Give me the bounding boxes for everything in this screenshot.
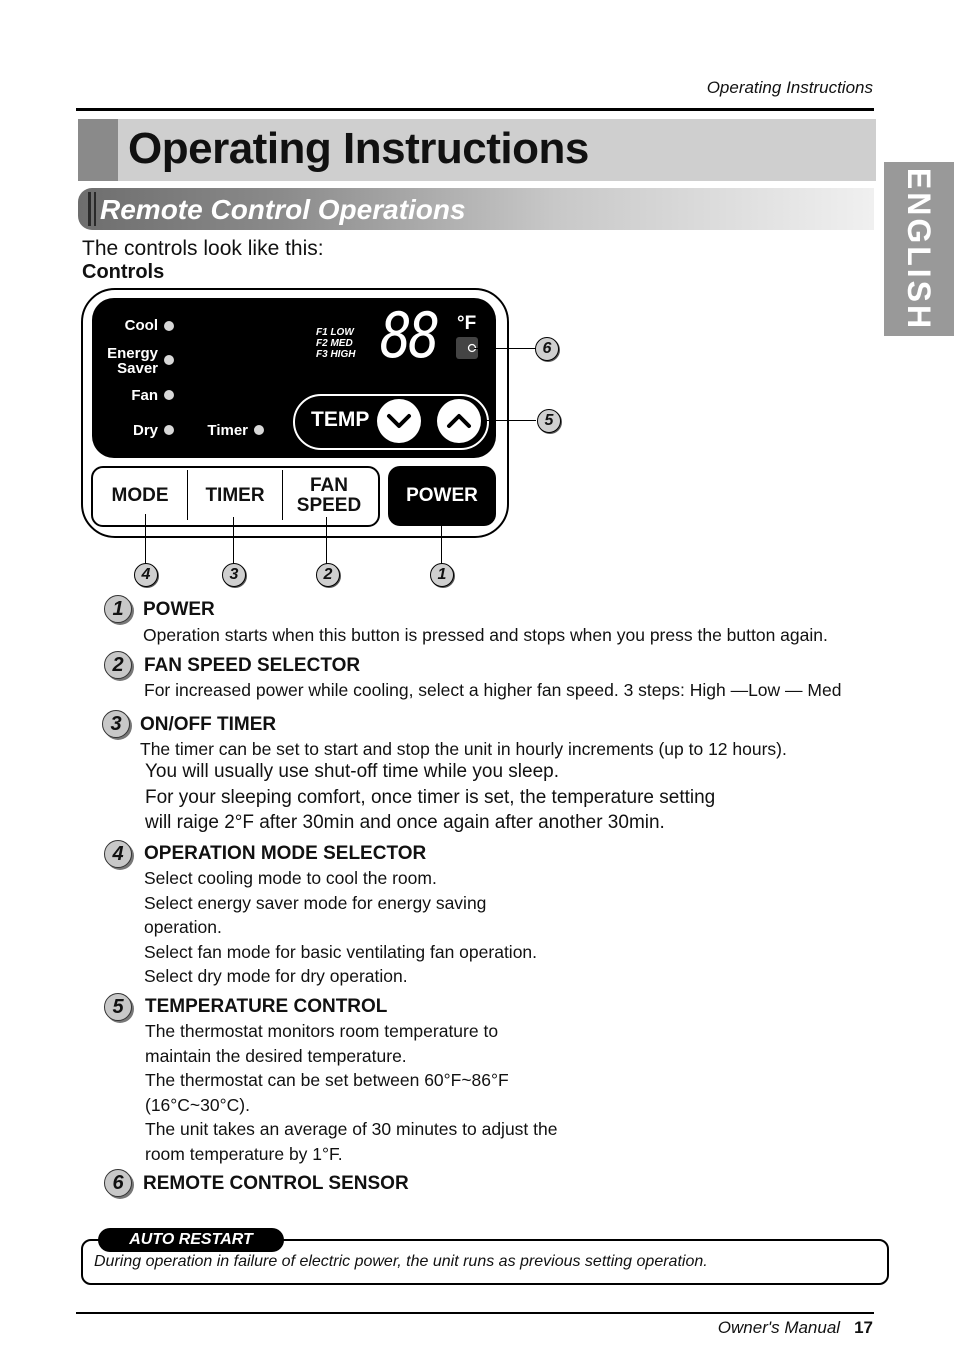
temp-label: TEMP [311,408,370,431]
section-6-title: REMOTE CONTROL SENSOR [143,1173,409,1194]
section-2-body: For increased power while cooling, select a higher fan speed. 3 steps: High —Low — Med [144,680,842,700]
section-1-body: Operation starts when this button is pressed and stops when you press the button again. [143,625,828,645]
fan-speed-button-line2: SPEED [296,495,362,516]
intro-text: The controls look like this: [82,237,324,260]
footer [718,1318,873,1338]
leader-line-1 [441,519,442,564]
footer-manual: Owner's Manual [717,1318,841,1337]
auto-restart-text: During operation in failure of electric power, the unit runs as previous setting operation. [94,1253,708,1270]
timer-indicator [254,425,264,435]
callout-6: 6 [535,337,559,361]
section-3-body-line1: The timer can be set to start and stop the unit in hourly increments (up to 12 hours). [140,739,787,759]
fan-speed-list [316,327,355,360]
fan-speed-med: F2 MED [316,338,353,349]
language-tab-label: ENGLISH [901,167,938,331]
section-title-stripe [88,192,91,226]
section-2-title: FAN SPEED SELECTOR [144,655,361,676]
section-title: Remote Control Operations [100,194,466,225]
callout-5: 5 [537,409,561,433]
chevron-up-icon [446,412,472,430]
page-title: Operating Instructions [128,124,589,173]
section-1-title: POWER [143,599,215,620]
fan-label: Fan [131,387,158,404]
fan-speed-low: F1 LOW [316,327,354,338]
section-6-number: 6 [104,1169,132,1197]
saver-label: Saver [117,360,158,377]
section-3-body: You will usually use shut-off time while you sleep. For your sleeping comfort, once timer is set, the temperature setting will raige 2°F after 30min and once again after another 30min. [145,761,716,833]
leader-line-4 [145,514,146,564]
energy-saver-indicator [164,355,174,365]
chevron-down-icon [386,412,412,430]
section-4-number: 4 [104,840,132,868]
running-header: Operating Instructions [706,78,873,97]
leader-line-3 [233,517,234,564]
fan-speed-button-line1: FAN [310,475,348,496]
section-4-body: Select cooling mode to cool the room. Select energy saver mode for energy saving operation. Select fan mode for basic ventilating fan operation. Select dry mode for dry operation. [144,868,538,986]
section-4-title: OPERATION MODE SELECTOR [144,843,427,864]
fan-speed-button[interactable] [283,476,375,516]
auto-restart-label: AUTO RESTART [98,1228,284,1252]
temp-up-button[interactable] [437,399,481,443]
cool-indicator [164,321,174,331]
section-title-stripe [94,192,96,226]
leader-line-2 [326,517,327,564]
leader-line-6 [474,348,536,349]
cool-label: Cool [124,317,158,334]
section-2-number: 2 [104,651,132,679]
callout-2: 2 [316,563,340,587]
footer-rule [76,1312,874,1314]
section-3-title: ON/OFF TIMER [140,714,277,735]
temp-down-button[interactable] [377,399,421,443]
fan-indicator [164,390,174,400]
dry-label: Dry [132,422,158,439]
mode-button[interactable]: MODE [111,485,169,506]
section-5-body: The thermostat monitors room temperature to maintain the desired temperature. The thermostat can be set between 60°F~86°F (16°C~30°C). The unit takes an average of 30 minutes to adjust the room temperature by 1°F. [145,1021,558,1164]
fan-speed-high: F3 HIGH [316,349,356,360]
page-number: 17 [854,1318,873,1337]
energy-label: Energy [107,345,158,362]
unit-label: °F [457,313,477,334]
header-rule [76,108,874,111]
section-1-number: 1 [104,595,132,623]
section-5-title: TEMPERATURE CONTROL [145,996,388,1017]
section-3-number: 3 [102,710,130,738]
callout-1: 1 [430,563,454,587]
controls-label: Controls [82,261,165,283]
leader-line-5 [486,420,536,421]
title-bar-accent [78,119,118,181]
section-5-number: 5 [104,993,132,1021]
callout-4: 4 [134,563,158,587]
timer-label: Timer [207,422,248,439]
timer-button[interactable]: TIMER [205,485,265,506]
temperature-display: 88 [380,299,437,372]
dry-indicator [164,425,174,435]
power-button[interactable]: POWER [388,466,496,526]
callout-3: 3 [222,563,246,587]
